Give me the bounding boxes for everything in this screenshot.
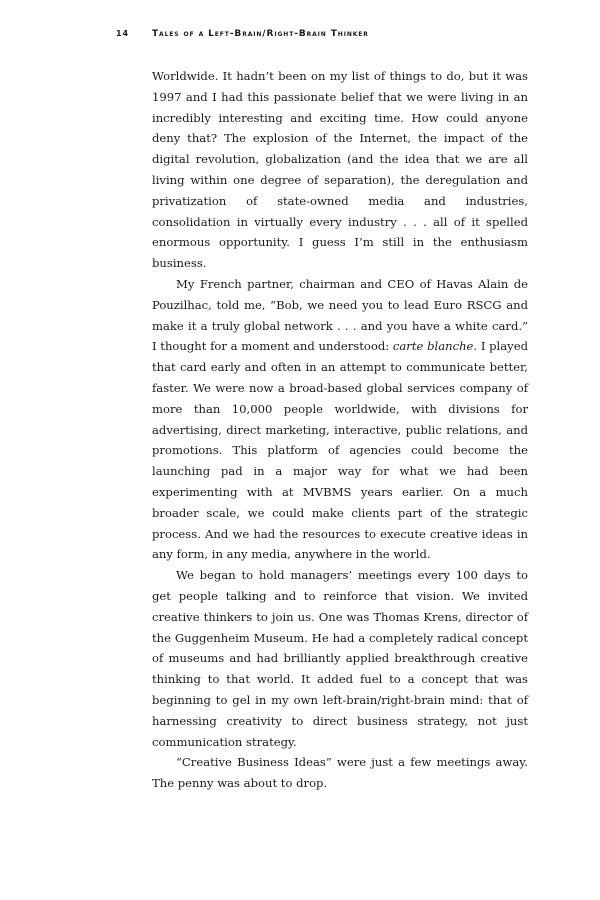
running-header [116,29,369,39]
paragraph-2 [152,274,528,565]
paragraph-1: Worldwide. It hadn’t been on my list of things to do, but it was 1997 and I had this passionate belief that we were living in an incredibly interesting and exciting time. How could anyone deny that? The explosion of the Internet, the impact of the digital revolution, globalization (and the idea that we are all living within one degree of separation), the deregulation and privatization of state-owned media and industries, consolidation in virtually every industry . . . all of it spelled enormous opportunity. I guess I’m still in the enthusiasm business. [152,69,528,271]
page-number: 14 [116,29,129,38]
paragraph-4: “Creative Business Ideas” were just a few meetings away. The penny was about to drop. [152,755,528,791]
running-title: Tales of a Left-Brain/Right-Brain Thinker [152,29,369,39]
paragraph-2-text-start: My French partner, chairman and CEO of Havas Alain de Pouzilhac, told me, “Bob, we need you to lead Euro RSCG and make it a truly global network . . . and you have a white card.” I thought for a moment and understood: [152,276,528,354]
body-text [152,66,528,794]
paragraph-2-text-end: I played that card early and often in an attempt to communicate better, faster. We were now a broad-based global services company of more than 10,000 people worldwide, with divisions for advertising, direct marketing, interactive, public relations, and promotions. This platform of agencies could become the launching pad in a major way for what we had been experimenting with at MVBMS years earlier. On a much broader scale, we could make clients part of the strategic process. And we had the resources to execute creative ideas in any form, in any media, anywhere in the world. [152,339,529,562]
italic-phrase: carte blanche. [392,339,478,354]
paragraph-3: We began to hold managers’ meetings every 100 days to get people talking and to reinforce that vision. We invited creative thinkers to join us. One was Thomas Krens, director of the Guggenheim Museum. He had a completely radical concept of museums and had brilliantly applied breakthrough creative thinking to that world. It added fuel to a concept that was beginning to gel in my own left-brain/right-brain mind: that of harnessing creativity to direct business strategy, not just communication strategy. [152,568,528,749]
